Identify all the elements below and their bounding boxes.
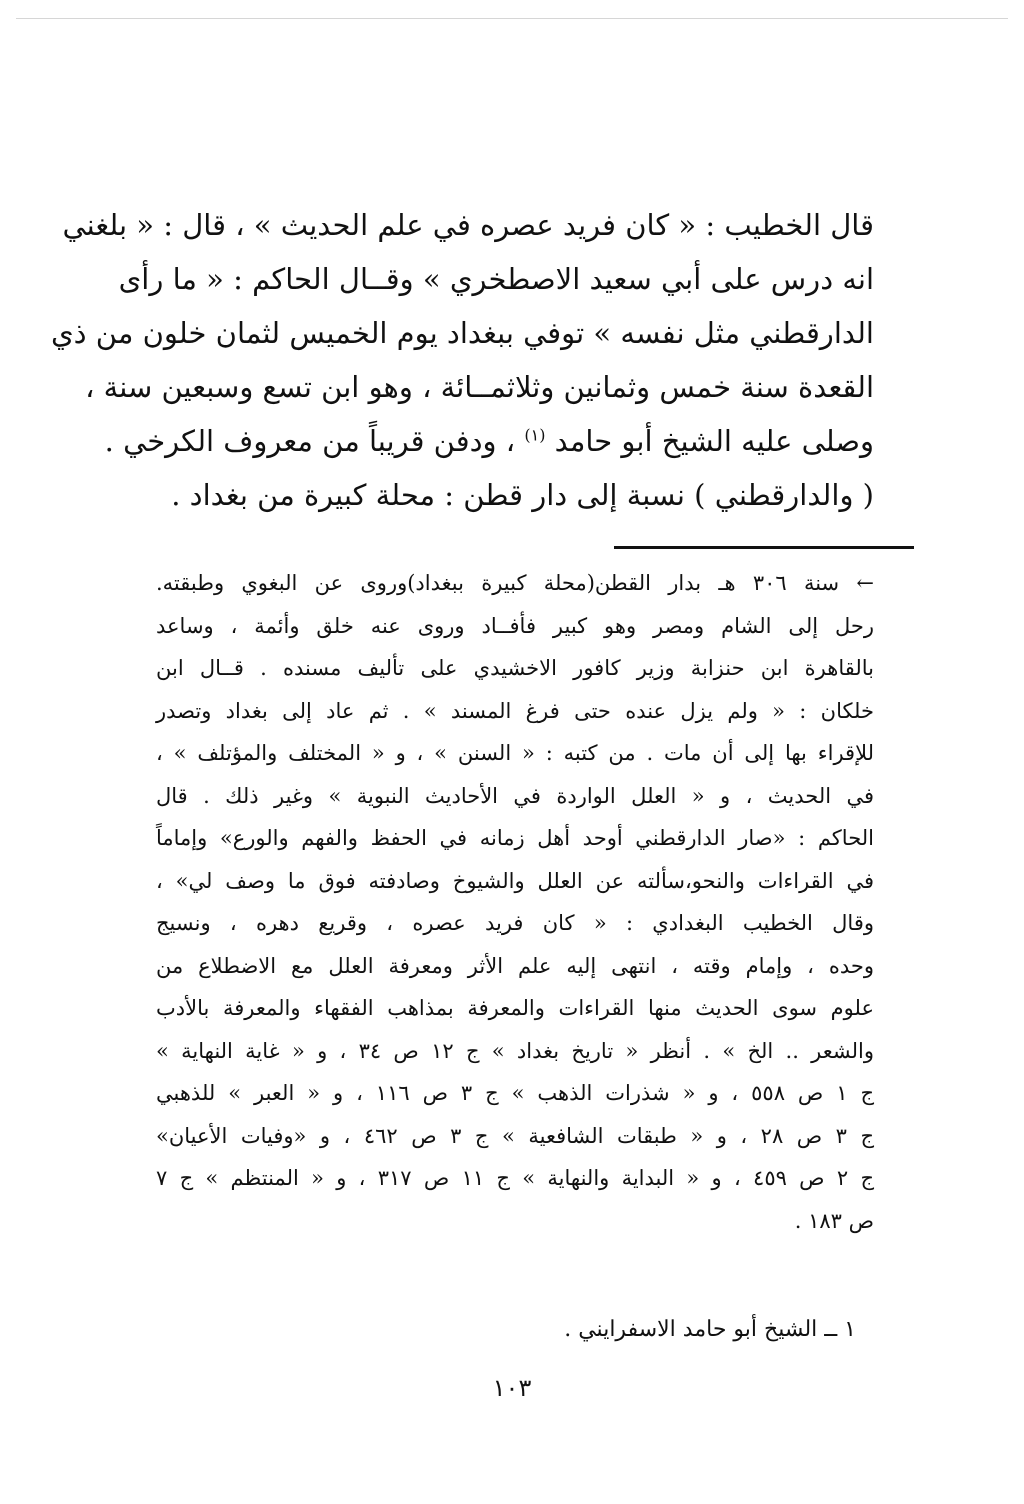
footnote-line: ج ١ ص ٥٥٨ ، و « شذرات الذهب » ج ٣ ص ١١٦ ، و « العبر » للذهبي (156, 1081, 875, 1105)
main-line: ( والدارقطني ) نسبة إلى دار قطن : محلة كبيرة من بغداد . (171, 478, 874, 512)
footnote-block (156, 562, 874, 1242)
footnote-line: علوم سوى الحديث منها القراءات والمعرفة بمذاهب الفقهاء والمعرفة بالأدب (156, 996, 874, 1020)
main-line: القعدة سنة خمس وثمانين وثلاثمــائة ، وهو ابن تسع وسبعين سنة ، (85, 370, 874, 404)
footnote-line: وحده ، وإمام وقته ، انتهى إليه علم الأثر ومعرفة العلل مع الاضطلاع من (156, 953, 874, 978)
footnote-1-text: ١ ــ الشيخ أبو حامد الاسفرايني . (564, 1317, 856, 1342)
footnote-line: وقال الخطيب البغدادي : « كان فريد عصره ، وقريع دهره ، ونسيج (156, 911, 874, 935)
main-line: قال الخطيب : « كان فريد عصره في علم الحديث » ، قال : « بلغني (62, 208, 874, 242)
footnote-line: بالقاهرة ابن حنزابة وزير كافور الاخشيدي على تأليف مسنده . قــال ابن (156, 656, 874, 680)
main-line-part: وصلى عليه الشيخ أبو حامد (554, 424, 874, 458)
main-line (104, 414, 874, 468)
footnote-line: خلكان : « ولم يزل عنده حتى فرغ المسند » . ثم عاد إلى بغداد وتصدر (156, 698, 874, 723)
footnote-line: ص ١٨٣ . (794, 1208, 874, 1233)
footnote-line: رحل إلى الشام ومصر وهو كبير فأفــاد وروى عنه خلق وأئمة ، وساعد (156, 613, 874, 638)
footnote-1 (156, 1310, 874, 1350)
footnote-line: ج ٣ ص ٢٨ ، و « طبقات الشافعية » ج ٣ ص ٤٦٢ ، و «وفيات الأعيان» (156, 1123, 875, 1148)
top-divider (16, 18, 1008, 19)
main-line-part: ، ودفن قريباً من معروف الكرخي . (104, 424, 516, 458)
main-line: الدارقطني مثل نفسه » توفي ببغداد يوم الخميس لثمان خلون من ذي (50, 316, 874, 350)
footnote-line: في القراءات والنحو،سألته عن العلل والشيوخ وصادفته فوق ما وصف لي» ، (156, 868, 874, 893)
page-number: ١٠٣ (492, 1374, 532, 1402)
main-text (50, 198, 874, 522)
footnote-line: والشعر .. الخ » . أنظر « تاريخ بغداد » ج ١٢ ص ٣٤ ، و « غاية النهاية » (156, 1038, 874, 1063)
footnote-reference: (١) (524, 425, 546, 445)
footnote-line: ج ٢ ص ٤٥٩ ، و « البداية والنهاية » ج ١١ ص ٣١٧ ، و « المنتظم » ج ٧ (156, 1166, 875, 1190)
footnote-line: في الحديث ، و « العلل الواردة في الأحاديث النبوية » وغير ذلك . قال (156, 783, 874, 808)
main-line: انه درس على أبي سعيد الاصطخري » وقــال الحاكم : « ما رأى (118, 262, 874, 296)
footnote-line: ← سنة ٣٠٦ هـ بدار القطن(محلة كبيرة ببغداد)وروى عن البغوي وطبقته. (156, 571, 874, 595)
footnote-divider (614, 546, 914, 549)
footnote-line: الحاكم : «صار الدارقطني أوحد أهل زمانه في الحفظ والفهم والورع» وإماماً (156, 826, 874, 850)
footnote-line: للإقراء بها إلى أن مات . من كتبه : « السنن » ، و « المختلف والمؤتلف » ، (156, 741, 874, 765)
